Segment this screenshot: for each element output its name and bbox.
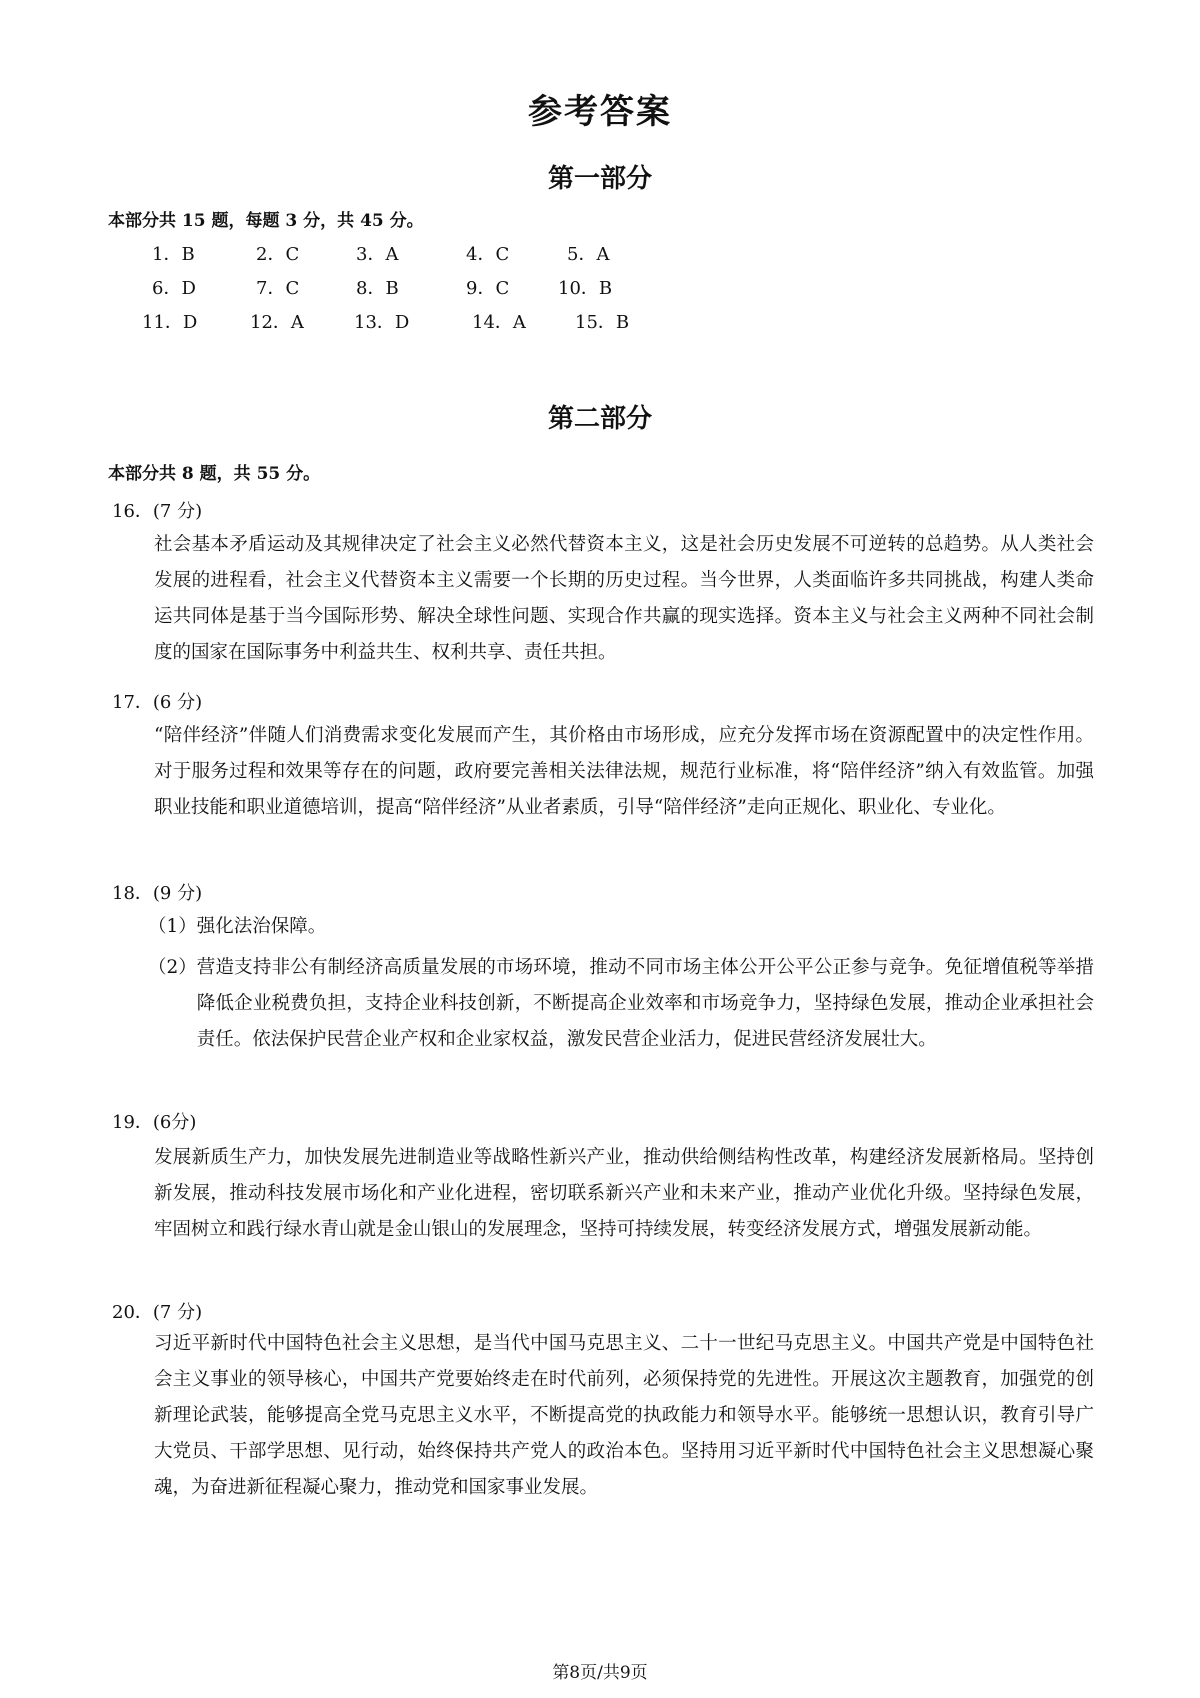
answer-item: 8．B: [356, 278, 399, 299]
part1-heading: 第一部分: [547, 164, 652, 194]
answer-item: 2．C: [256, 244, 300, 265]
question-18-item-2: [148, 950, 1094, 1058]
answer-item: 12．A: [250, 312, 304, 333]
question-18-head: 18．(9 分): [112, 883, 203, 904]
answer-item: 3．A: [356, 244, 399, 265]
page-footer: 第8页/共9页: [552, 1663, 648, 1683]
answer-item: 11．D: [142, 312, 198, 333]
answer-item: 9．C: [466, 278, 510, 299]
part1-note: 本部分共 15 题，每题 3 分，共 45 分。: [108, 211, 424, 231]
answer-item: 1．B: [152, 244, 195, 265]
question-20-answer: 习近平新时代中国特色社会主义思想，是当代中国马克思主义、二十一世纪马克思主义。中国共产党是中国特色社会主义事业的领导核心，中国共产党要始终走在时代前列，必须保持党的先进性。开展这次主题教育，加强党的创新理论武装，能够提高全党马克思主义水平，不断提高党的执政能力和领导水平。能够统一思想认识，教育引导广大党员、干部学思想、见行动，始终保持共产党人的政治本色。坚持用习近平新时代中国特色社会主义思想凝心聚魂，为奋进新征程凝心聚力，推动党和国家事业发展。: [154, 1333, 1094, 1498]
answer-item: 6．D: [152, 278, 196, 299]
answer-item: 10．B: [558, 278, 613, 299]
answer-item: 5．A: [567, 244, 610, 265]
answer-item: 15．B: [575, 312, 630, 333]
question-18-item-1: [148, 909, 1094, 945]
answer-item: 13．D: [354, 312, 410, 333]
page-title: 参考答案: [528, 92, 672, 132]
question-16-answer: 社会基本矛盾运动及其规律决定了社会主义必然代替资本主义，这是社会历史发展不可逆转的总趋势。从人类社会发展的进程看，社会主义代替资本主义需要一个长期的历史过程。当今世界，人类面临许多共同挑战，构建人类命运共同体是基于当今国际形势、解决全球性问题、实现合作共赢的现实选择。资本主义与社会主义两种不同社会制度的国家在国际事务中利益共生、权利共享、责任共担。: [154, 534, 1094, 663]
answer-item: 7．C: [256, 278, 300, 299]
question-17-answer: “陪伴经济”伴随人们消费需求变化发展而产生，其价格由市场形成，应充分发挥市场在资源配置中的决定性作用。对于服务过程和效果等存在的问题，政府要完善相关法律法规，规范行业标准，将“陪伴经济”纳入有效监管。加强职业技能和职业道德培训，提高“陪伴经济”从业者素质，引导“陪伴经济”走向正规化、职业化、专业化。: [154, 725, 1094, 818]
part2-heading: 第二部分: [547, 404, 652, 434]
item-number: （1）: [148, 916, 197, 937]
question-20-head: 20．(7 分): [112, 1302, 203, 1323]
item-number: （2）: [148, 957, 197, 978]
part2-note: 本部分共 8 题，共 55 分。: [108, 464, 321, 484]
question-19-answer: 发展新质生产力，加快发展先进制造业等战略性新兴产业，推动供给侧结构性改革，构建经济发展新格局。坚持创新发展，推动科技发展市场化和产业化进程，密切联系新兴产业和未来产业，推动产业优化升级。坚持绿色发展，牢固树立和践行绿水青山就是金山银山的发展理念，坚持可持续发展，转变经济发展方式，增强发展新动能。: [154, 1147, 1094, 1240]
answer-item: 4．C: [466, 244, 510, 265]
question-19-head: 19．(6分): [112, 1112, 197, 1133]
item-text: 营造支持非公有制经济高质量发展的市场环境，推动不同市场主体公开公平公正参与竞争。免征增值税等举措降低企业税费负担，支持企业科技创新，不断提高企业效率和市场竞争力，坚持绿色发展，推动企业承担社会责任。依法保护民营企业产权和企业家权益，激发民营企业活力，促进民营经济发展壮大。: [196, 957, 1094, 1050]
item-text: 强化法治保障。: [196, 916, 327, 937]
question-17-head: 17．(6 分): [112, 692, 203, 713]
answer-item: 14．A: [472, 312, 526, 333]
question-16-head: 16．(7 分): [112, 501, 203, 522]
